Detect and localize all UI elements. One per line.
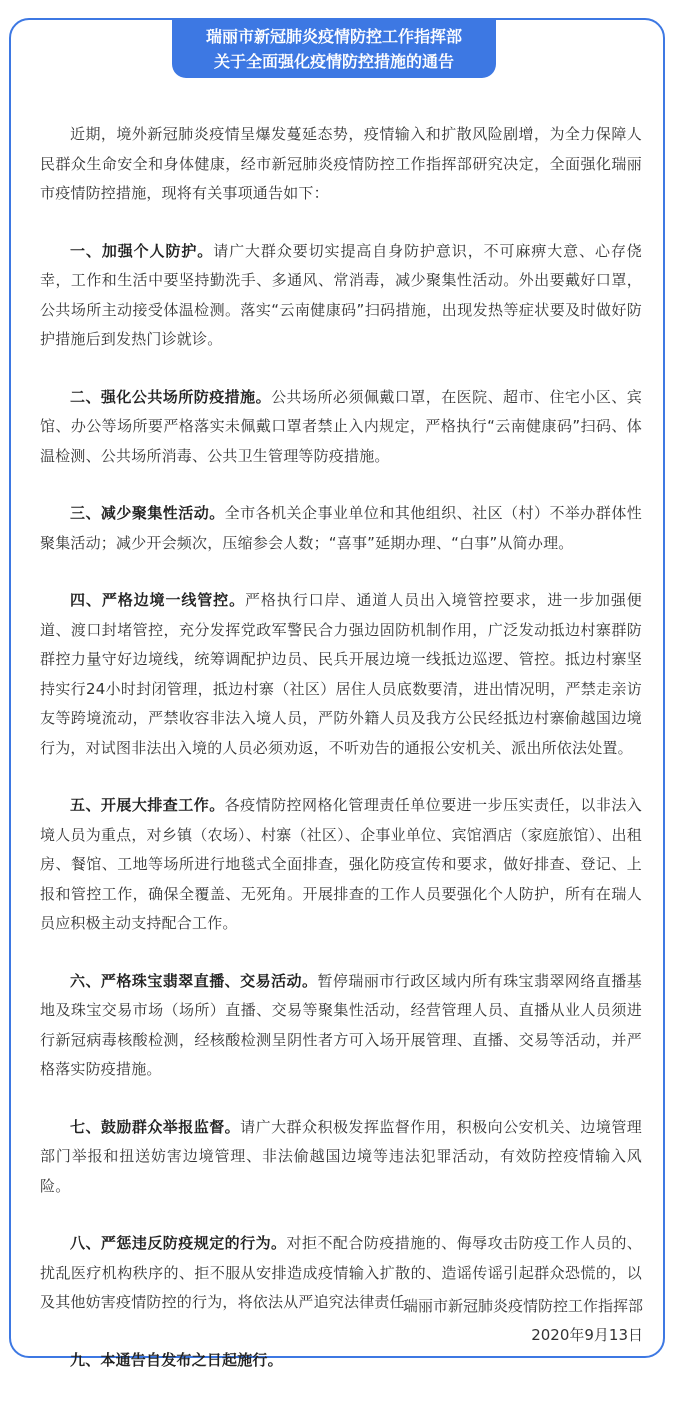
notice-item [40, 237, 642, 355]
item-heading: 五、开展大排查工作。 [70, 796, 225, 814]
notice-item [40, 499, 642, 558]
notice-item [40, 383, 642, 472]
signature-block [403, 1292, 643, 1350]
item-heading: 八、严惩违反防疫规定的行为。 [70, 1234, 287, 1252]
item-body: 对拒不配合防疫措施的、侮辱攻击防疫工作人员的、扰乱医疗机构秩序的、拒不服从安排造成疫情输入扩散的、造谣传谣引起群众恐慌的，以及其他妨害疫情防控的行为，将依法从严追究法律责任。 [40, 1234, 642, 1311]
signature-date: 2020年9月13日 [531, 1326, 643, 1344]
title-line-1: 瑞丽市新冠肺炎疫情防控工作指挥部 [205, 27, 462, 46]
notice-body [40, 120, 642, 1403]
intro-paragraph: 近期，境外新冠肺炎疫情呈爆发蔓延态势，疫情输入和扩散风险剧增，为全力保障人民群众生命安全和身体健康，经市新冠肺炎疫情防控工作指挥部研究决定，全面强化瑞丽市疫情防控措施，现将有关事项通告如下： [40, 125, 642, 202]
notice-item [40, 791, 642, 939]
notice-item [40, 1113, 642, 1202]
item-heading: 七、鼓励群众举报监督。 [70, 1117, 241, 1136]
item-body: 请广大群众要切实提高自身防护意识，不可麻痹大意、心存侥幸，工作和生活中要坚持勤洗手、多通风、常消毒，减少聚集性活动。外出要戴好口罩，公共场所主动接受体温检测。落实“云南健康码”扫码措施，出现发热等症状要及时做好防护措施后到发热门诊就诊。 [40, 241, 642, 348]
notice-item [40, 967, 642, 1085]
signature-org: 瑞丽市新冠肺炎疫情防控工作指挥部 [402, 1297, 643, 1315]
item-heading: 九、本通告自发布之日起施行。 [70, 1350, 283, 1369]
notice-item [40, 586, 642, 763]
item-heading: 三、减少聚集性活动。 [70, 504, 225, 522]
item-body: 全市各机关企事业单位和其他组织、社区（村）不举办群体性聚集活动；减少开会频次，压缩参会人数；“喜事”延期办理、“白事”从简办理。 [40, 504, 642, 552]
item-heading: 四、严格边境一线管控。 [70, 591, 245, 609]
item-body: 公共场所必须佩戴口罩，在医院、超市、住宅小区、宾馆、办公等场所要严格落实未佩戴口罩者禁止入内规定，严格执行“云南健康码”扫码、体温检测、公共场所消毒、公共卫生管理等防疫措施。 [40, 387, 642, 465]
item-body: 暂停瑞丽市行政区域内所有珠宝翡翠网络直播基地及珠宝交易市场（场所）直播、交易等聚集性活动，经营管理人员、直播从业人员须进行新冠病毒核酸检测，经核酸检测呈阴性者方可入场开展管理、直播、交易等活动，并严格落实防疫措施。 [40, 971, 643, 1078]
item-body: 严格执行口岸、通道人员出入境管控要求，进一步加强便道、渡口封堵管控，充分发挥党政军警民合力强边固防机制作用，广泛发动抵边村寨群防群控力量守好边境线，统筹调配护边员、民兵开展边境一线抵边巡逻、管控。抵边村寨坚持实行24小时封闭管理，抵边村寨（社区）居住人员底数要清，进出情况明，严禁走亲访友等跨境流动，严禁收容非法入境人员，严防外籍人员及我方公民经抵边村寨偷越国边境行为，对试图非法出入境的人员必须劝返，不听劝告的通报公安机关、派出所依法处置。 [40, 591, 642, 757]
item-heading: 二、强化公共场所防疫措施。 [70, 387, 272, 406]
item-body: 请广大群众积极发挥监督作用，积极向公安机关、边境管理部门举报和扭送妨害边境管理、非法偷越国边境等违法犯罪活动，有效防控疫情输入风险。 [40, 1117, 643, 1195]
notice-title [172, 20, 496, 78]
item-heading: 六、严格珠宝翡翠直播、交易活动。 [70, 971, 318, 990]
item-body: 各疫情防控网格化管理责任单位要进一步压实责任，以非法入境人员为重点，对乡镇（农场）、村寨（社区）、企事业单位、宾馆酒店（家庭旅馆）、出租房、餐馆、工地等场所进行地毯式全面排查，强化防疫宣传和要求，做好排查、登记、上报和管控工作，确保全覆盖、无死角。开展排查的工作人员要强化个人防护，所有在瑞人员应积极主动支持配合工作。 [40, 796, 642, 932]
title-line-2: 关于全面强化疫情防控措施的通告 [213, 52, 454, 71]
item-heading: 一、加强个人防护。 [70, 241, 214, 260]
